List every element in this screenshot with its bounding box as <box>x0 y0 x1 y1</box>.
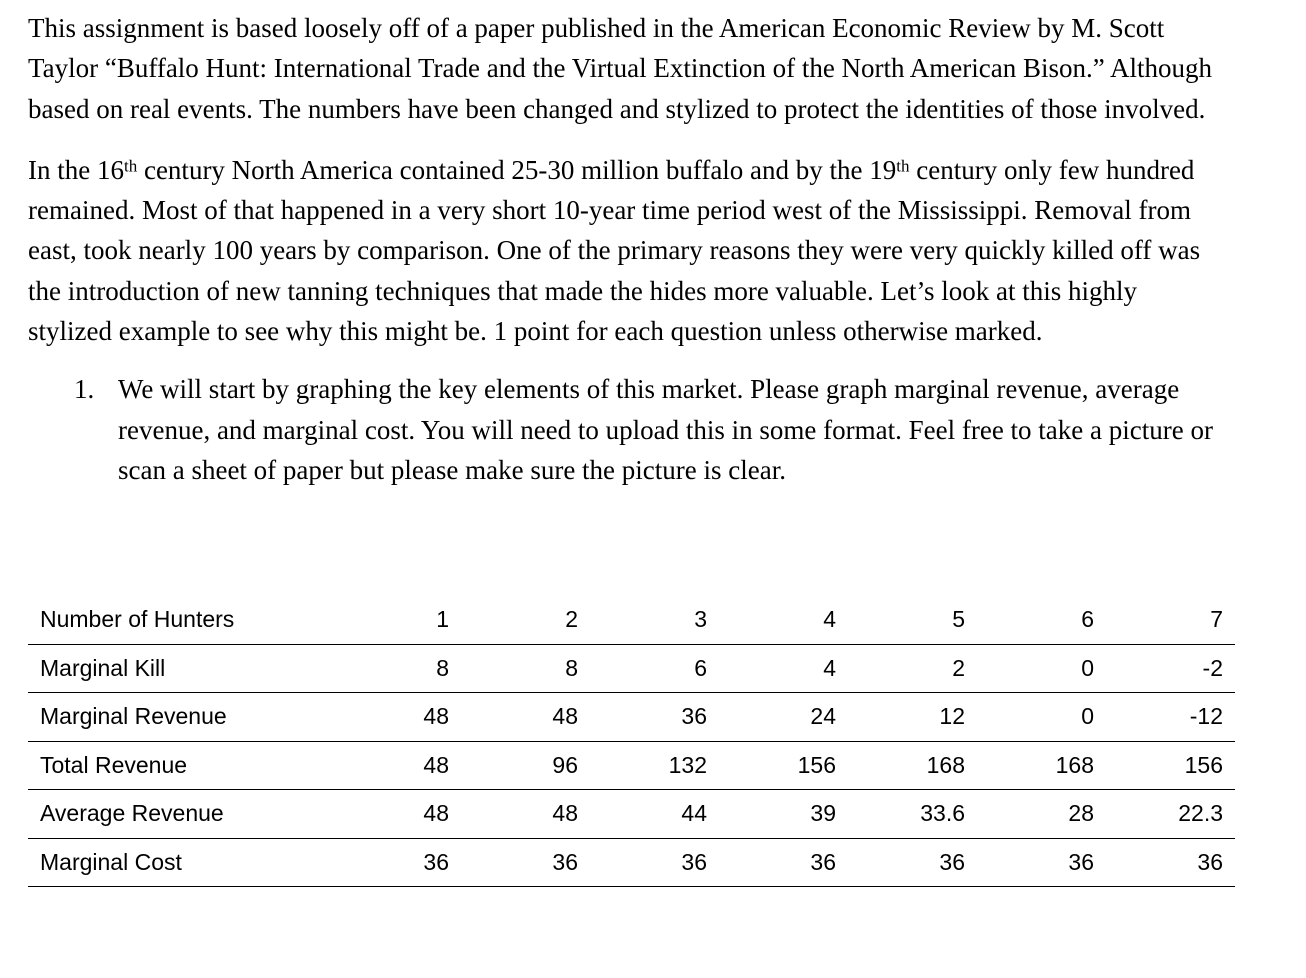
ordinal-suffix: th <box>896 156 910 176</box>
table-cell: 2 <box>952 654 965 681</box>
table-cell: -12 <box>1189 703 1223 730</box>
table-cell: 3 <box>694 606 707 633</box>
table-cell: 168 <box>1055 751 1094 778</box>
row-label: Total Revenue <box>40 751 188 778</box>
table-row <box>28 741 1235 790</box>
table-cell: 96 <box>552 751 578 778</box>
data-table-container <box>28 596 1223 887</box>
table-cell: 33.6 <box>920 800 965 827</box>
table-cell: 36 <box>1197 848 1223 875</box>
table-cell: 48 <box>552 703 578 730</box>
ordinal-suffix: th <box>123 156 138 176</box>
paragraph-2-text: century only few hundred remained. Most of that happened in a very short 10-year time period west of the Mississippi. Removal from east, took nearly 100 years by comparison. One of the primary reasons they were very quickly killed off was the introduction of new tanning techniques that made the hides more valuable. Let’s look at this highly stylized example to see why this might be. 1 point for each question unless otherwise marked. <box>28 154 1201 347</box>
row-label: Marginal Revenue <box>40 703 227 730</box>
table-cell: 44 <box>681 800 707 827</box>
table-cell: -2 <box>1202 654 1223 681</box>
table-cell: 36 <box>681 848 707 875</box>
paragraph-2-text: In the 16 <box>28 154 124 185</box>
table-cell: 156 <box>1184 751 1223 778</box>
table-cell: 22.3 <box>1178 800 1223 827</box>
table-row <box>28 693 1235 742</box>
table-cell: 36 <box>423 848 449 875</box>
row-label: Number of Hunters <box>40 606 235 633</box>
table-cell: 6 <box>1081 606 1094 633</box>
table-cell: 36 <box>552 848 578 875</box>
table-cell: 39 <box>810 800 836 827</box>
intro-paragraph-1: This assignment is based loosely off of a paper published in the American Economic Review by M. Scott Taylor “Buffalo Hunt: International Trade and the Virtual Extinction of the North American Bison.” Although based on real events. The numbers have been changed and stylized to protect the identities of those involved. <box>28 13 1213 124</box>
row-label: Average Revenue <box>40 800 224 827</box>
table-cell: 8 <box>436 654 449 681</box>
table-cell: 24 <box>810 703 836 730</box>
table-row <box>28 790 1235 839</box>
table-cell: 2 <box>565 606 578 633</box>
table-cell: 5 <box>952 606 965 633</box>
question-1 <box>28 369 1218 490</box>
table-cell: 48 <box>423 800 449 827</box>
table-cell: 48 <box>423 751 449 778</box>
table-cell: 12 <box>939 703 965 730</box>
table-cell: 7 <box>1210 606 1223 633</box>
row-label: Marginal Cost <box>40 848 182 875</box>
table-cell: 36 <box>810 848 836 875</box>
table-header-row <box>28 596 1235 644</box>
table-row <box>28 838 1235 887</box>
table-cell: 36 <box>681 703 707 730</box>
question-text: We will start by graphing the key elements of this market. Please graph marginal revenue, average revenue, and marginal cost. You will need to upload this in some format. Feel free to take a picture or scan a sheet of paper but please make sure the picture is clear. <box>118 374 1213 485</box>
question-number: 1. <box>74 374 95 405</box>
paragraph-2-text: century North America contained 25-30 million buffalo and by the 19 <box>137 154 897 185</box>
hunters-data-table <box>28 596 1235 887</box>
table-cell: 48 <box>423 703 449 730</box>
table-cell: 36 <box>1068 848 1094 875</box>
table-cell: 1 <box>436 606 449 633</box>
table-cell: 48 <box>552 800 578 827</box>
table-cell: 4 <box>823 654 836 681</box>
table-cell: 8 <box>565 654 578 681</box>
table-cell: 168 <box>926 751 965 778</box>
table-cell: 28 <box>1068 800 1094 827</box>
document-body <box>28 8 1218 490</box>
table-cell: 0 <box>1081 654 1094 681</box>
table-cell: 6 <box>694 654 707 681</box>
table-cell: 4 <box>823 606 836 633</box>
table-row <box>28 644 1235 693</box>
row-label: Marginal Kill <box>40 654 166 681</box>
intro-paragraph-2 <box>28 150 1218 351</box>
table-cell: 36 <box>939 848 965 875</box>
table-cell: 156 <box>797 751 836 778</box>
table-cell: 132 <box>668 751 707 778</box>
table-cell: 0 <box>1081 703 1094 730</box>
